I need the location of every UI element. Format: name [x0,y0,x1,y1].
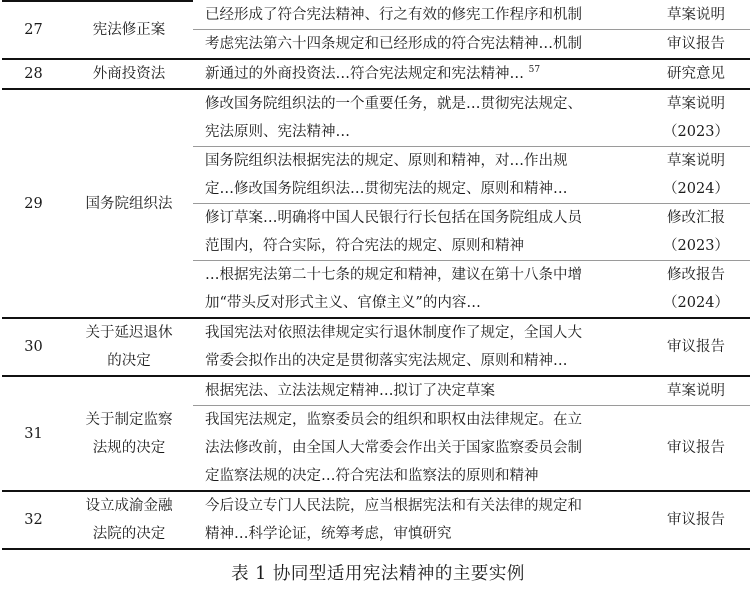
source-document [642,30,750,60]
statement-text [193,204,642,261]
source-line: 草案说明 [667,153,725,169]
source-line: （2024） [663,181,729,197]
table-row [2,1,750,30]
statement-line [205,377,636,405]
source-document [642,261,750,319]
statement-line [205,434,636,462]
statement-text [193,376,642,406]
statement-line-text: 我国宪法对依照法律规定实行退休制度作了规定，全国人大 [205,325,582,341]
statement-line [205,90,636,118]
law-name-line: 设立成渝金融 [85,498,173,514]
source-line: （2023） [663,124,729,140]
statement-line-text: 我国宪法规定，监察委员会的组织和职权由法律规定。在立 [205,412,582,428]
statement-text [193,318,642,376]
statement-line-text: 定…修改国务院组织法…贯彻宪法的规定、原则和精神… [205,181,568,197]
law-name-line: 关于延迟退休 [85,325,173,341]
law-name-line: 国务院组织法 [85,195,173,212]
statement-line [205,30,636,58]
statement-line [205,232,636,260]
footnote-marker[interactable]: 57 [528,65,541,75]
row-number: 29 [2,89,65,318]
table-body [2,1,750,549]
source-document [642,204,750,261]
statement-line [205,319,636,347]
statement-line-text: 今后设立专门人民法院，应当根据宪法和有关法律的规定和 [205,498,582,514]
source-line: 草案说明 [667,96,725,112]
statement-line [205,347,636,375]
law-name-line: 法院的决定 [92,526,166,542]
source-line: 审议报告 [667,512,725,528]
source-line: 审议报告 [667,36,725,52]
law-name [65,491,193,549]
statement-line-text: 范围内，符合实际，符合宪法的规定、原则和精神 [205,238,524,254]
table-row [2,59,750,89]
statement-text [193,491,642,549]
source-document [642,1,750,30]
statement-line-text: 新通过的外商投资法…符合宪法规定和宪法精神… [205,66,524,82]
law-name-line: 法规的决定 [92,439,166,456]
law-name [65,89,193,318]
table-row [2,376,750,406]
statement-line-text: 修订草案…明确将中国人民银行行长包括在国务院组成人员 [205,210,582,226]
constitution-spirit-table [2,0,750,550]
statement-line [205,1,636,29]
statement-line [205,118,636,146]
statement-text [193,59,642,89]
statement-text [193,261,642,319]
table-row [2,89,750,147]
table-row [2,491,750,549]
statement-line-text: 宪法原则、宪法精神… [205,124,350,140]
source-line: 草案说明 [667,383,725,399]
source-document [642,406,750,492]
source-line: 审议报告 [667,339,725,355]
table-row [2,318,750,376]
statement-line [205,204,636,232]
statement-line-text: 法法修改前，由全国人大常委会作出关于国家监察委员会制 [205,440,582,456]
source-document [642,491,750,549]
statement-line-text: 定监察法规的决定…符合宪法和监察法的原则和精神 [205,468,539,484]
statement-text [193,147,642,204]
row-number: 32 [2,491,65,549]
law-name [65,1,193,59]
statement-line-text: 国务院组织法根据宪法的规定、原则和精神，对…作出规 [205,153,568,169]
statement-line [205,289,636,317]
statement-line [205,462,636,490]
row-number: 30 [2,318,65,376]
statement-line [205,520,636,548]
source-line: （2023） [663,238,729,254]
statement-line [205,492,636,520]
statement-line-text: 考虑宪法第六十四条规定和已经形成的符合宪法精神…机制 [205,36,582,52]
statement-line-text: 已经形成了符合宪法精神、行之有效的修宪工作程序和机制 [205,7,582,23]
source-line: 研究意见 [667,66,725,82]
statement-line-text: 精神…科学论证，统筹考虑，审慎研究 [205,526,452,542]
statement-text [193,89,642,147]
law-name-line: 的决定 [107,353,151,369]
law-name-line: 外商投资法 [92,66,166,82]
source-line: 修改报告 [667,267,725,283]
source-line: 修改汇报 [667,210,725,226]
law-name [65,376,193,491]
row-number: 28 [2,59,65,89]
statement-text [193,406,642,492]
statement-line [205,175,636,203]
statement-line [205,60,636,88]
statement-line-text: 修改国务院组织法的一个重要任务，就是…贯彻宪法规定、 [205,96,582,112]
statement-line-text: …根据宪法第二十七条的规定和精神，建议在第十八条中增 [205,267,582,283]
source-line: 审议报告 [667,440,725,456]
source-document [642,318,750,376]
source-document [642,147,750,204]
row-number: 31 [2,376,65,491]
source-line: 草案说明 [667,7,725,23]
statement-line-text: 根据宪法、立法法规定精神…拟订了决定草案 [205,383,495,399]
statement-line [205,406,636,434]
statement-text [193,30,642,60]
statement-line [205,147,636,175]
source-document [642,89,750,147]
statement-line-text: 加“带头反对形式主义、官僚主义”的内容… [205,295,481,311]
row-number: 27 [2,1,65,59]
law-name-line: 宪法修正案 [92,22,166,38]
law-name [65,59,193,89]
statement-text [193,1,642,30]
source-document [642,376,750,406]
source-document [642,59,750,89]
statement-line-text: 常委会拟作出的决定是贯彻落实宪法规定、原则和精神… [205,353,568,369]
law-name [65,318,193,376]
table-caption: 表 1 协同型适用宪法精神的主要实例 [231,564,525,584]
statement-line [205,261,636,289]
law-name-line: 关于制定监察 [85,411,173,428]
source-line: （2024） [663,295,729,311]
